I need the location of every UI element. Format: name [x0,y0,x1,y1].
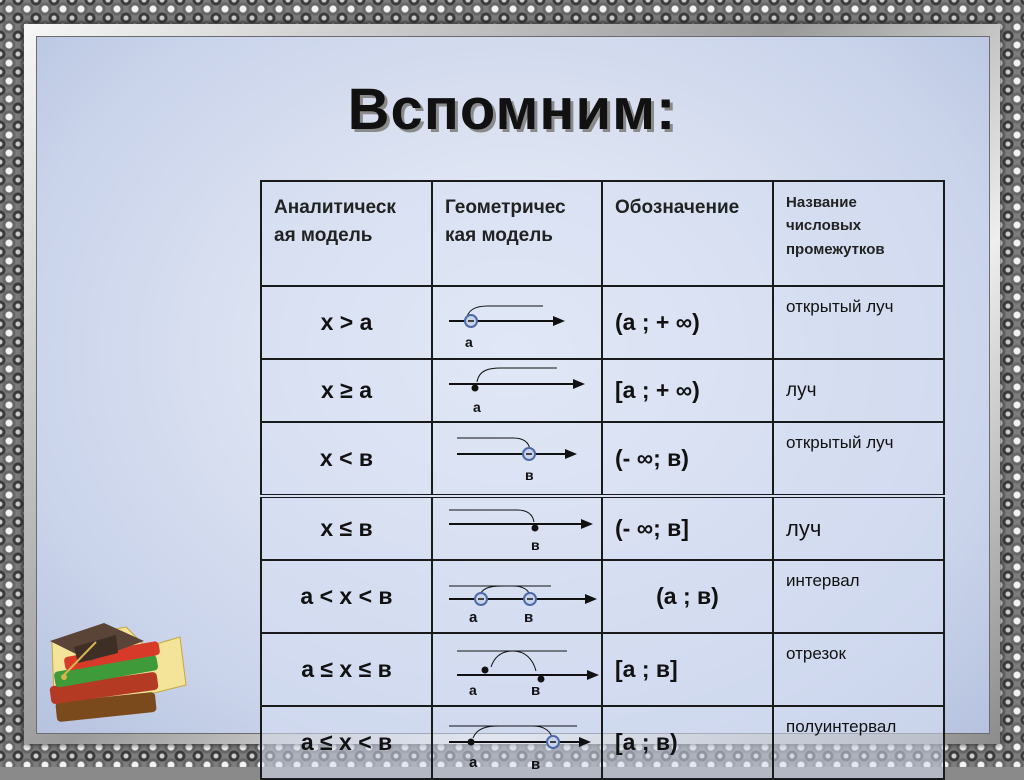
notation-cell: (- ∞; в] [602,496,773,560]
page-title: Вспомним: [347,77,677,142]
point-label: в [525,466,534,483]
number-line-diagram [433,430,601,488]
point-label: а [465,333,473,350]
number-line-diagram [433,362,601,420]
table-row [261,496,944,560]
table-row [261,422,944,496]
closed-point-icon [472,384,479,391]
table-row [261,706,944,779]
closed-point-icon [532,524,539,531]
table-row [261,359,944,422]
analytic-cell: x ≥ a [261,359,432,422]
notation-cell: (а ; + ∞) [602,286,773,359]
analytic-cell: x ≤ в [261,496,432,560]
analytic-cell: x > a [261,286,432,359]
notation-cell: (- ∞; в) [602,422,773,496]
point-label: в [531,536,540,553]
point-label: в [524,608,534,626]
header-notation: Обозначение [602,181,773,286]
table-row [261,633,944,706]
geometric-cell [432,359,602,422]
name-cell: открытый луч [773,422,944,496]
intervals-table [260,180,945,780]
closed-point-icon [482,666,489,673]
notation-cell: [а ; в] [602,633,773,706]
number-line-diagram [433,294,601,352]
analytic-cell: x < в [261,422,432,496]
analytic-cell: a < x < в [261,560,432,633]
notation-cell: [а ; в) [602,706,773,779]
notation-cell: (а ; в) [602,560,773,633]
point-label: в [531,681,541,699]
analytic-cell: а ≤ x ≤ в [261,633,432,706]
table-header-row [261,181,944,286]
geometric-cell [432,286,602,359]
closed-point-icon [468,738,475,745]
name-cell: отрезок [773,633,944,706]
point-label: в [531,755,541,772]
geometric-cell [432,422,602,496]
geometric-cell [432,706,602,779]
header-analytic: Аналитическ ая модель [261,181,432,286]
analytic-cell: а ≤ x < в [261,706,432,779]
books-graduation-cap-icon [30,605,190,730]
name-cell: открытый луч [773,286,944,359]
table-row [261,560,944,633]
point-label: а [473,398,481,415]
number-line-diagram [433,641,601,699]
geometric-cell [432,496,602,560]
number-line-diagram [433,500,601,558]
name-cell: луч [773,359,944,422]
point-label: а [469,681,477,698]
header-geometric: Геометричес кая модель [432,181,602,286]
number-line-diagram [433,714,601,772]
header-name: Название числовых промежутков [773,181,944,286]
name-cell: луч [773,496,944,560]
number-line-diagram [433,568,601,626]
point-label: а [469,608,478,626]
notation-cell: [а ; + ∞) [602,359,773,422]
name-cell: полуинтервал [773,706,944,779]
name-cell: интервал [773,560,944,633]
geometric-cell [432,633,602,706]
table-row [261,286,944,359]
geometric-cell [432,560,602,633]
point-label: а [469,753,478,771]
